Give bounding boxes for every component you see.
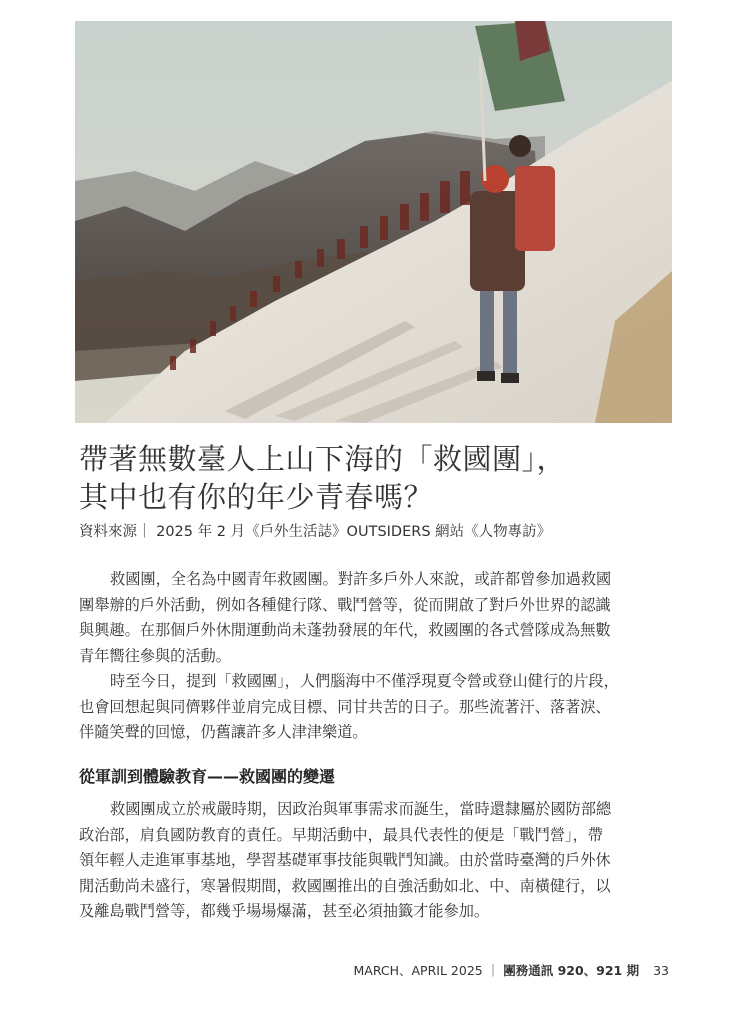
- paragraph-line: 救國團成立於戒嚴時期，因政治與軍事需求而誕生，當時還隸屬於國防部總: [110, 800, 612, 818]
- paragraph-line: 團舉辦的戶外活動，例如各種健行隊、戰鬥營等，從而開啟了對戶外世界的認識: [79, 595, 611, 614]
- footer-publication: 團務通訊 920、921 期: [503, 963, 640, 978]
- paragraph-line: 及離島戰鬥營等，都幾乎場場爆滿，甚至必須抽籤才能參加。: [79, 902, 490, 920]
- paragraph-line: 領年輕人走進軍事基地，學習基礎軍事技能與戰鬥知識。由於當時臺灣的戶外休: [79, 851, 611, 869]
- source-credit: 資料來源｜ 2025 年 2 月《戶外生活誌》OUTSIDERS 網站《人物專訪》: [79, 524, 552, 540]
- paragraph-intro: [79, 567, 669, 669]
- hero-photo: [75, 21, 672, 423]
- paragraph-memories: [79, 669, 669, 746]
- title-line-2: 其中也有你的年少青春嗎？: [79, 480, 434, 514]
- page-number: 33: [653, 963, 669, 978]
- title-line-1: 帶著無數臺人上山下海的「救國團」，: [79, 442, 567, 476]
- paragraph-line: 與興趣。在那個戶外休閒運動尚未蓬勃發展的年代，救國團的各式營隊成為無數: [79, 621, 611, 639]
- paragraph-history: [79, 797, 669, 925]
- hiking-photo-illustration: [75, 21, 672, 423]
- paragraph-line: 救國團，全名為中國青年救國團。對許多戶外人來說，或許都曾參加過救國: [110, 570, 612, 588]
- article-title: [79, 440, 679, 516]
- paragraph-line: 青年嚮往參與的活動。: [79, 646, 231, 665]
- section-heading: 從軍訓到體驗教育——救國團的變遷: [79, 767, 336, 786]
- footer-separator: ｜: [486, 963, 500, 978]
- paragraph-line: 政治部，肩負國防教育的責任。早期活動中，最具代表性的便是「戰鬥營」，帶: [79, 825, 603, 844]
- paragraph-line: 伴隨笑聲的回憶，仍舊讓許多人津津樂道。: [79, 723, 368, 741]
- paragraph-line: 時至今日，提到「救國團」，人們腦海中不僅浮現夏令營或登山健行的片段，: [110, 672, 619, 690]
- paragraph-line: 閒活動尚未盛行，寒暑假期間，救國團推出的自強活動如北、中、南橫健行，以: [79, 876, 611, 895]
- page-footer: [353, 963, 669, 979]
- paragraph-line: 也會回想起與同儕夥伴並肩完成目標、同甘共苦的日子。那些流著汗、落著淚、: [79, 697, 611, 716]
- footer-date: MARCH、APRIL 2025: [353, 963, 483, 978]
